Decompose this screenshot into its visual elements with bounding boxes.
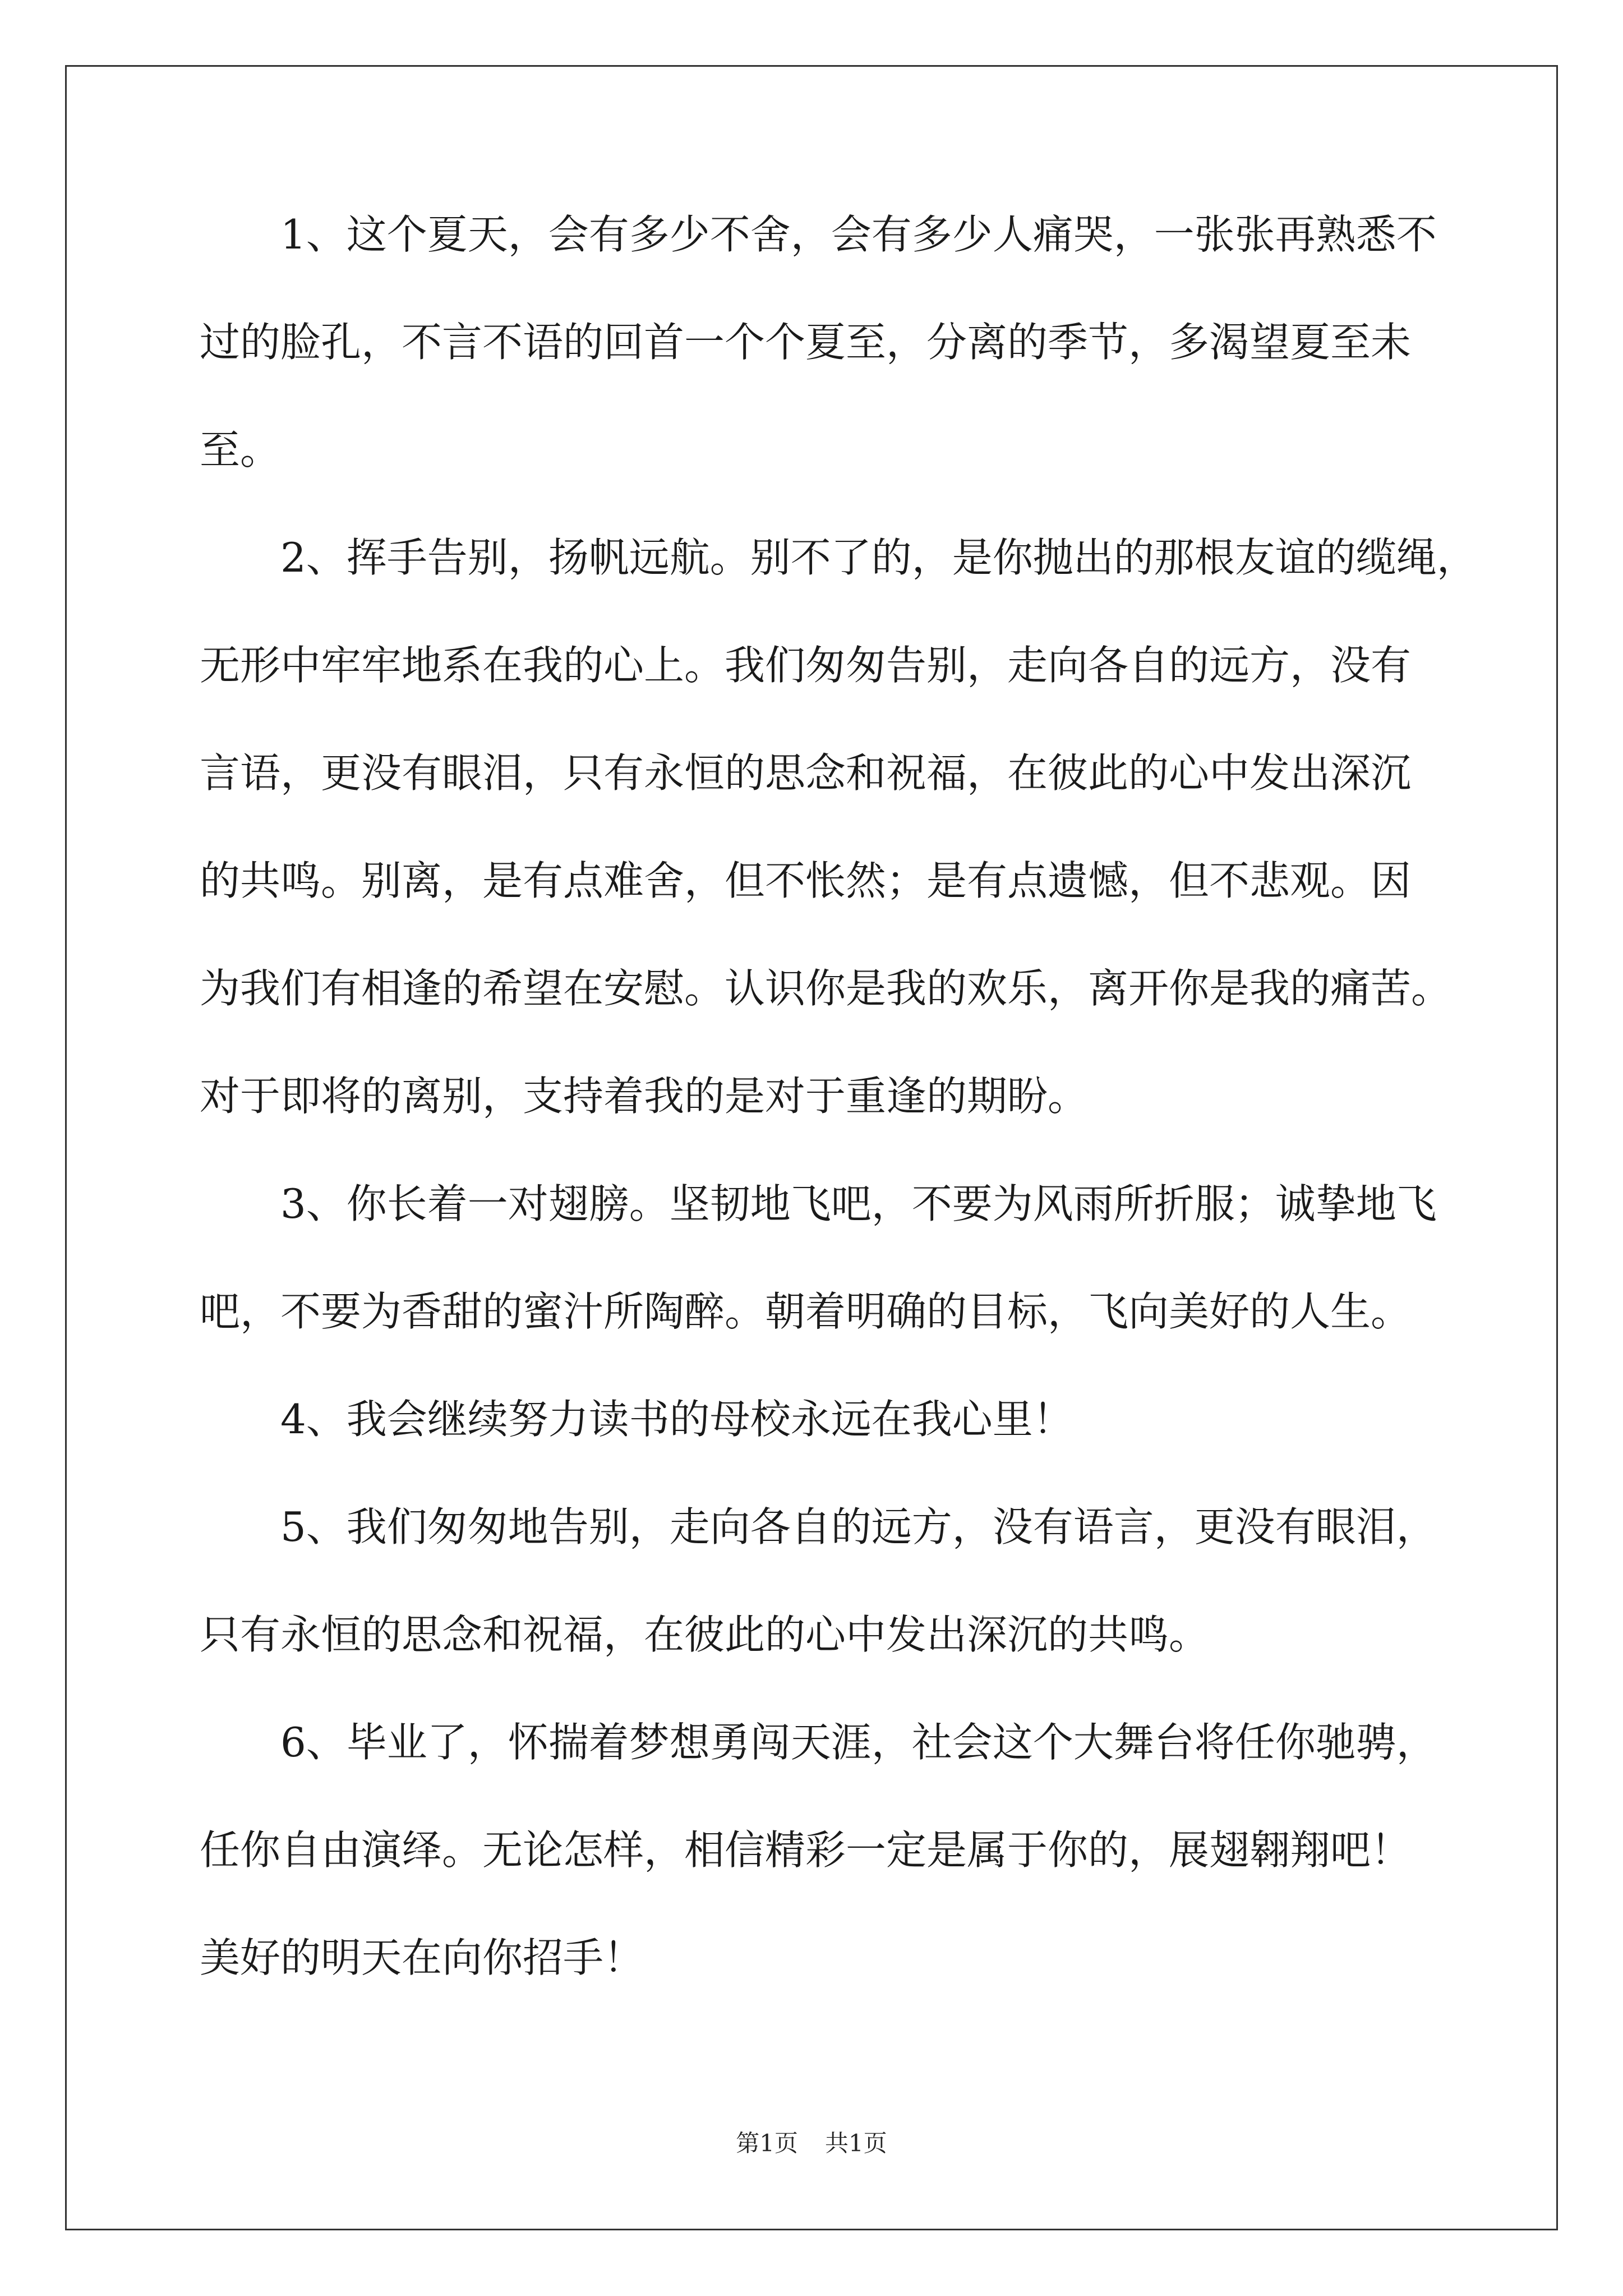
text-line: 对于即将的离别，支持着我的是对于重逢的期盼。 [200, 1073, 1089, 1120]
text-line: 言语，更没有眼泪，只有永恒的思念和祝福，在彼此的心中发出深沉 [200, 749, 1412, 797]
text-line: 5、我们匆匆地告别，走向各自的远方，没有语言，更没有眼泪， [280, 1503, 1437, 1550]
page-number: 第1页 [736, 2129, 798, 2157]
text-line: 任你自由演绎。无论怎样，相信精彩一定是属于你的，展翅翱翔吧！ [200, 1826, 1412, 1874]
document-body [200, 211, 1484, 2045]
text-line: 3、你长着一对翅膀。坚韧地飞吧，不要为风雨所折服；诚挚地飞 [280, 1180, 1437, 1227]
text-line: 4、我会继续努力读书的母校永远在我心里！ [280, 1396, 1073, 1443]
page-footer [0, 2125, 1623, 2159]
text-line: 为我们有相逢的希望在安慰。认识你是我的欢乐，离开你是我的痛苦。 [200, 965, 1452, 1012]
text-line: 的共鸣。别离，是有点难舍，但不怅然；是有点遗憾，但不悲观。因 [200, 857, 1412, 904]
text-line: 美好的明天在向你招手！ [200, 1934, 644, 1981]
text-line: 至。 [200, 426, 281, 473]
text-line: 1、这个夏天，会有多少不舍，会有多少人痛哭，一张张再熟悉不 [280, 211, 1437, 258]
text-line: 吧，不要为香甜的蜜汁所陶醉。朝着明确的目标，飞向美好的人生。 [200, 1288, 1412, 1335]
text-line: 过的脸孔，不言不语的回首一个个夏至，分离的季节，多渴望夏至未 [200, 319, 1412, 366]
page-total: 共1页 [825, 2129, 887, 2157]
text-line: 6、毕业了，怀揣着梦想勇闯天涯，社会这个大舞台将任你驰骋， [280, 1719, 1437, 1766]
text-line: 2、挥手告别，扬帆远航。别不了的，是你抛出的那根友谊的缆绳， [280, 534, 1477, 581]
text-line: 无形中牢牢地系在我的心上。我们匆匆告别，走向各自的远方，没有 [200, 642, 1412, 689]
text-line: 只有永恒的思念和祝福，在彼此的心中发出深沉的共鸣。 [200, 1611, 1210, 1658]
